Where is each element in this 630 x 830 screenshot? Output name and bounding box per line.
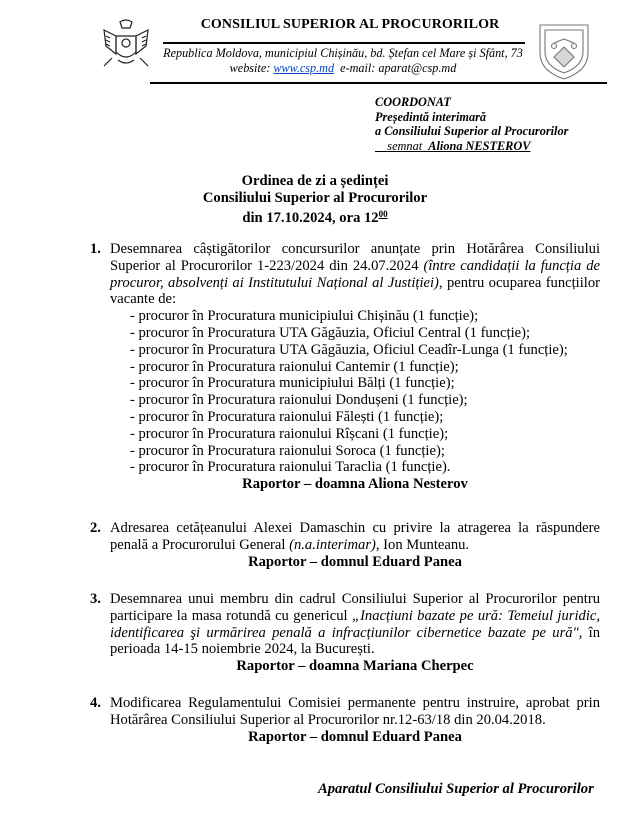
item-text [110,695,600,729]
document-title [0,173,630,227]
item-reporter: Raportor – doamna Mariana Cherpec [236,658,474,675]
item-text [110,520,600,554]
position-item: - procuror în Procuratura raionului Cantemir (1 funcție); [130,358,459,375]
item-text [110,241,600,308]
agenda-item-2 [90,520,600,571]
item-text-main: Modificarea Regulamentului Comisiei permanente pentru instruire, aprobat prin Hotărârea Consiliului Superior al Procurorilor nr.12-63/18 din 20.04.2018. [110,695,600,728]
address-block [158,46,528,76]
item-text-tail: , în perioada 14-15 noiembrie 2024, la București. [110,624,601,658]
position-item: - procuror în Procuratura raionului Soroca (1 funcție); [130,442,445,459]
signature-line [375,139,568,154]
header-rule-bottom [150,82,607,84]
email-address: aparat@csp.md [378,61,457,75]
position-item: - procuror în Procuratura municipiului Chișinău (1 funcție); [130,308,479,325]
item-number: 1. [90,241,101,257]
item-text [110,591,600,658]
position-item: - procuror în Procuratura raionului Fălești (1 funcție); [130,408,444,425]
item-number: 3. [90,591,101,607]
signed-label: semnat [387,138,423,153]
approval-body: a Consiliului Superior al Procurorilor [375,124,569,139]
item-text-main: Adresarea cetățeanului Alexei Damaschin cu privire la atragerea la răspundere penală a Procurorului General [110,520,600,553]
item-text-italic: (n.a.interimar) [289,536,376,553]
item-text-main: Desemnarea unui membru din cadrul Consiliului Superior al Procurorilor pentru participare la masa rotundă cu genericul [110,591,600,624]
position-item: - procuror în Procuratura raionului Taraclia (1 funcție). [130,459,451,476]
approval-status: COORDONAT [375,95,451,109]
title-line-1: Ordinea de zi a ședinței [241,173,389,189]
moldova-coat-of-arms-icon [98,16,154,72]
position-item: - procuror în Procuratura UTA Găgăuzia, Oficiul Central (1 funcție); [130,324,531,341]
position-item: - procuror în Procuratura raionului Dondușeni (1 funcție); [130,392,468,409]
position-item: - procuror în Procuratura municipiului Bălți (1 funcție); [130,375,455,392]
positions-list [126,308,600,476]
position-item: - procuror în Procuratura raionului Rîșcani (1 funcție); [130,425,449,442]
meeting-date: din 17.10.2024, ora 12 [242,210,379,226]
item-text-italic: „Inacțiuni bazate pe ură: Temeiul juridic, identificarea şi urmărirea penală a infracțiunilor cibernetice bazate pe ură" [110,607,600,641]
address-line: Republica Moldova, municipiul Chișinău, bd. Ștefan cel Mare și Sfânt, 73 [163,46,523,60]
approval-role: Președintă interimară [375,109,487,124]
item-reporter: Raportor – domnul Eduard Panea [248,728,462,745]
website-label: website: [229,61,271,75]
agenda-item-1 [90,241,600,493]
header-rule-top [163,42,525,44]
item-reporter: Raportor – domnul Eduard Panea [248,553,462,570]
csp-shield-emblem-icon [536,21,592,81]
title-line-2: Consiliului Superior al Procurorilor [202,189,428,206]
website-link[interactable]: www.csp.md [273,61,335,75]
title-line-3 [0,206,630,227]
item-number: 2. [90,520,101,536]
item-text-main: Desemnarea câștigătorilor concursurilor anunțate prin Hotărârea Consiliului Superior al Procurorilor 1-223/2024 din 24.07.2024 [110,241,600,274]
signer-name: Aliona NESTEROV [428,138,531,153]
institution-name: CONSILIUL SUPERIOR AL PROCURORILOR [200,17,500,32]
item-text-italic: (între candidații la funcția de procuror, absolvenți ai Institutului Național al Justiției) [110,257,601,291]
footer-signature: Aparatul Consiliului Superior al Procurorilor [318,781,594,797]
agenda-item-4 [90,695,600,746]
item-text-tail: , pentru ocuparea funcțiilor vacante de: [110,274,601,308]
email-label: e-mail: [340,61,376,75]
item-reporter: Raportor – doamna Aliona Nesterov [242,476,468,493]
meeting-time-minutes: 00 [378,209,388,219]
agenda-item-3 [90,591,600,675]
position-item: - procuror în Procuratura UTA Găgăuzia, Oficiul Ceadîr-Lunga (1 funcție); [130,341,568,358]
item-text-tail: , Ion Munteanu. [375,536,470,553]
contact-line [158,61,528,76]
approval-block [375,95,568,153]
item-number: 4. [90,695,101,711]
